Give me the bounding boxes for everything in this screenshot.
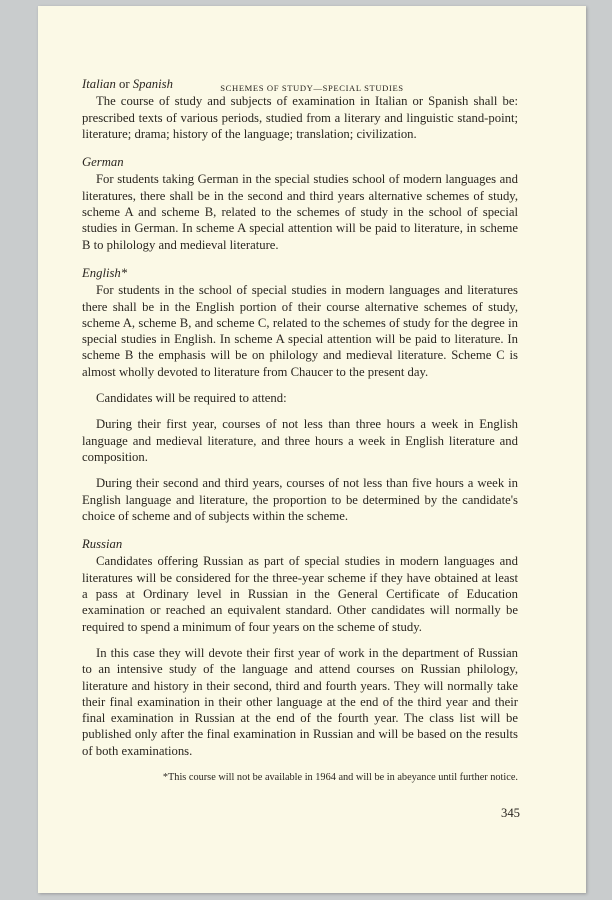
section-heading-german: German (82, 155, 124, 170)
section-russian (82, 536, 518, 759)
footnote: *This course will not be available in 1964 and will be in abeyance until further notice. (162, 771, 518, 783)
paragraph: Candidates will be required to attend: (96, 391, 287, 406)
paragraph: Candidates offering Russian as part of special studies in modern languages and literatures will be considered for the three-year scheme if they have obtained at least a pass at Ordinary level in Russian in the General Certificate of Education examination or reached an equivalent standard. Other candidates will normally be required to spend a minimum of four years on the scheme of study. (82, 554, 518, 634)
paragraph: The course of study and subjects of examination in Italian or Spanish shall be: prescribed texts of various periods, studied from a literary and linguistic stand-point; literature; drama; history of the language; translation; civilization. (82, 94, 518, 141)
section-heading-russian: Russian (82, 537, 123, 552)
section-heading-english: English* (82, 265, 128, 280)
section-english (82, 265, 518, 524)
paragraph: During their second and third years, courses of not less than five hours a week in English language and literature, the proportion to be determined by the candidate's choice of scheme and of subjects within the scheme. (82, 476, 518, 523)
paragraph: During their first year, courses of not less than three hours a week in English language and medieval literature, and three hours a week in English literature and composition. (82, 417, 518, 464)
heading-italian: Italian (82, 77, 116, 91)
running-head: SCHEMES OF STUDY—SPECIAL STUDIES (220, 83, 404, 93)
paragraph: In this case they will devote their first year of work in the department of Russian to an intensive study of the language and attend courses on Russian philology, literature and history in their second, third and fourth years. They will normally take their final examination in their other language at the end of the third year and their final examination in Russian at the end of the fourth year. The class list will be published only after the final examination in Russian and will be based on the results of both examinations. (82, 645, 518, 758)
section-heading-italian-spanish (82, 76, 518, 92)
section-italian-spanish (82, 76, 518, 142)
section-german (82, 154, 518, 253)
page-content (82, 76, 518, 784)
heading-spanish: Spanish (132, 77, 173, 91)
heading-or: or (115, 77, 133, 91)
page-number: 345 (500, 806, 520, 820)
document-page (38, 6, 586, 893)
paragraph: For students in the school of special studies in modern languages and literatures there shall be in the English portion of their course alternative schemes of study, scheme A, scheme B, and scheme C, related to the schemes of study for the degree in special studies in English. In scheme A special attention will be paid to literature. In scheme B the emphasis will be on philology and medieval literature. Scheme C is almost wholly devoted to literature from Chaucer to the present day. (82, 283, 518, 379)
paragraph: For students taking German in the special studies school of modern languages and literatures, there shall be in the second and third years alternative schemes of study, scheme A and scheme B, related to the schemes of study in the school of special studies in German. In scheme A special attention will be paid to literature, in scheme B to philology and medieval literature. (82, 172, 518, 252)
